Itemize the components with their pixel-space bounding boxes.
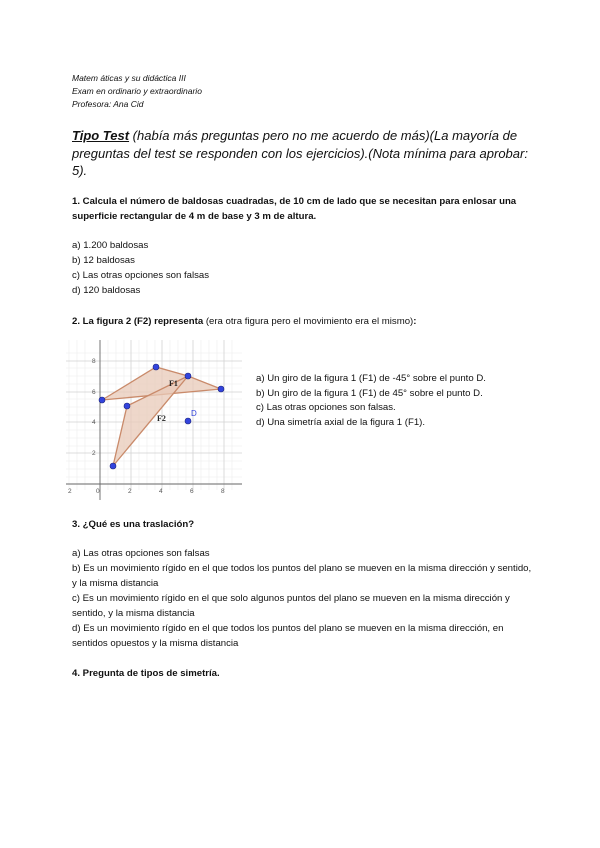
point-d (185, 418, 191, 424)
y-tick-8: 8 (92, 358, 96, 365)
option-d: d) 120 baldosas (72, 285, 141, 296)
question-2 (72, 314, 532, 329)
question-2-title-end: : (413, 316, 417, 327)
x-tick-0: 0 (96, 488, 100, 495)
option-d: d) Una simetría axial de la figura 1 (F1). (256, 416, 426, 428)
question-3-title: 3. ¿Qué es una traslación? (72, 519, 195, 530)
y-tick-6: 6 (92, 389, 96, 396)
question-3 (72, 517, 532, 651)
intro-text: (había más preguntas pero no me acuerdo de más)(La mayoría de preguntas del test se responden con los ejercicios).(Nota mínima para aprobar: 5). (72, 128, 528, 178)
y-tick-4: 4 (92, 419, 96, 426)
question-2-title (72, 314, 532, 329)
option-b: b) Es un movimiento rígido en el que todos los puntos del plano se mueven en la misma dirección y sentido, y la misma distancia (72, 563, 532, 589)
x-tick-neg2: 2 (68, 488, 72, 495)
vertex-point (218, 386, 224, 392)
vertex-point (99, 397, 105, 403)
professor-name: Profesora: Ana Cid (72, 99, 144, 109)
exam-type: Exam en ordinario y extraordinario (72, 86, 202, 96)
option-c: c) Las otras opciones son falsas. (256, 402, 396, 413)
section-label: Tipo Test (72, 128, 130, 143)
question-4 (72, 666, 532, 681)
question-1 (72, 194, 532, 298)
option-b: b) 12 baldosas (72, 255, 135, 266)
option-a: a) 1.200 baldosas (72, 240, 149, 251)
document-header (72, 72, 202, 111)
question-2-title-note: (era otra figura pero el movimiento era el mismo) (203, 316, 414, 327)
question-2-title-bold: 2. La figura 2 (F2) representa (72, 316, 204, 327)
y-tick-2: 2 (92, 450, 96, 457)
vertex-point (185, 373, 191, 379)
option-a: a) Las otras opciones son falsas (72, 548, 210, 559)
figure-diagram (66, 340, 242, 500)
question-2-options (256, 372, 486, 430)
option-a: a) Un giro de la figura 1 (F1) de -45° sobre el punto D. (256, 373, 486, 384)
vertex-point (124, 403, 130, 409)
label-f2: F2 (157, 414, 166, 423)
label-d: D (191, 409, 197, 418)
x-tick-4: 4 (159, 488, 163, 495)
question-1-title: 1. Calcula el número de baldosas cuadradas, de 10 cm de lado que se necesitan para enlosar una superficie rectangular de 4 m de base y 3 m de altura. (72, 196, 517, 222)
option-c: c) Las otras opciones son falsas (72, 270, 210, 281)
vertex-point (153, 364, 159, 370)
label-f1: F1 (169, 379, 178, 388)
x-tick-2: 2 (128, 488, 132, 495)
question-4-title: 4. Pregunta de tipos de simetría. (72, 668, 220, 679)
vertex-point (110, 463, 116, 469)
question-3-options (72, 546, 532, 651)
option-c: c) Es un movimiento rígido en el que solo algunos puntos del plano se mueven en la misma dirección y sentido, y la misma distancia (72, 593, 510, 619)
x-tick-6: 6 (190, 488, 194, 495)
option-b: b) Un giro de la figura 1 (F1) de 45° sobre el punto D. (256, 387, 483, 399)
course-title: Matem áticas y su didáctica III (72, 73, 186, 83)
x-tick-8: 8 (221, 488, 225, 495)
option-d: d) Es un movimiento rígido en el que todos los puntos del plano se mueven en la misma dirección, en sentidos opuestos y la misma distancia (72, 623, 504, 649)
question-1-options (72, 238, 532, 298)
intro-paragraph (72, 127, 532, 180)
